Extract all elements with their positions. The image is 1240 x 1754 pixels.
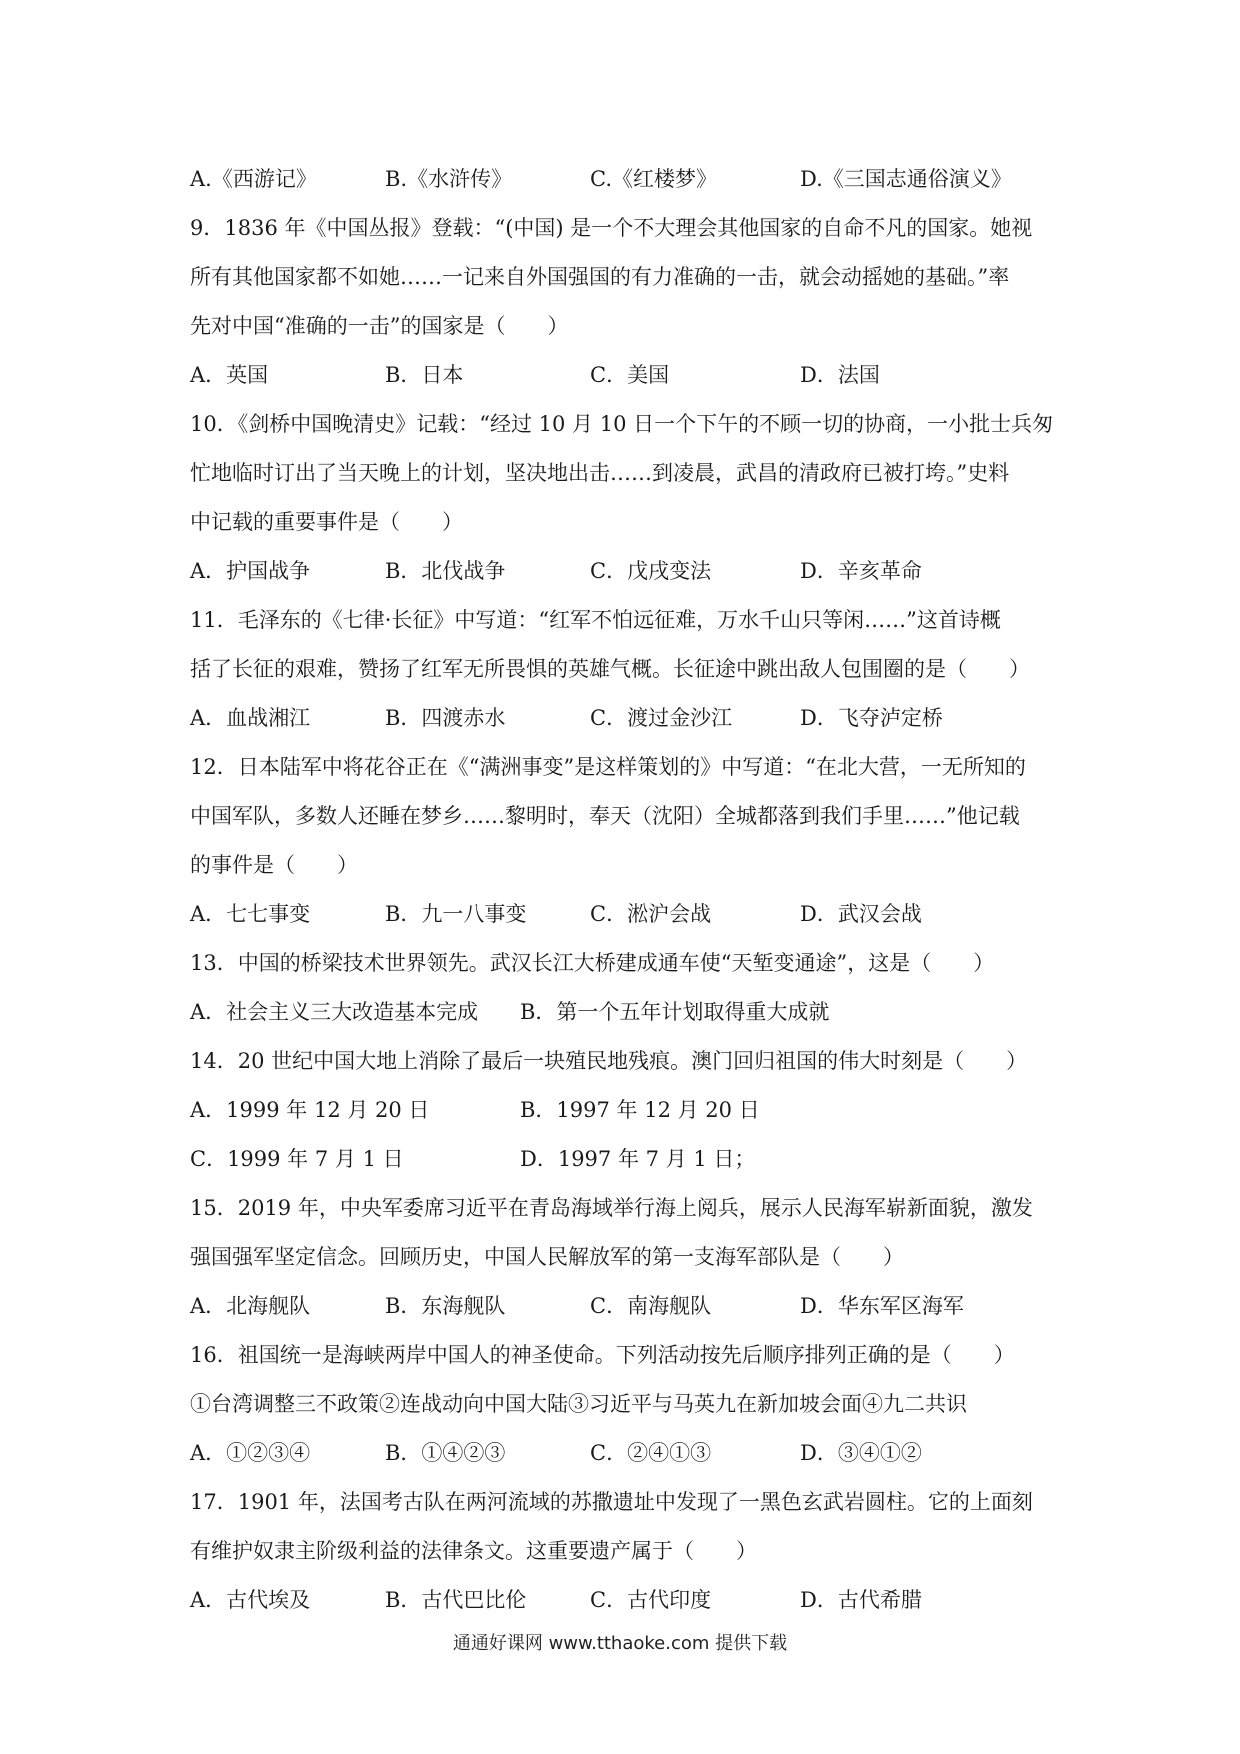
- q17-option-b: B．古代巴比伦: [385, 1588, 527, 1612]
- q8-options: [190, 155, 1060, 204]
- q14-option-c: C．1999 年 7 月 1 日: [190, 1147, 404, 1171]
- q10-option-c: C．戊戌变法: [590, 559, 712, 583]
- q12-option-c: C．淞沪会战: [590, 902, 712, 926]
- q12-option-b: B．九一八事变: [385, 902, 527, 926]
- q9-option-c: C．美国: [590, 363, 670, 387]
- q14-option-d: D．1997 年 7 月 1 日；: [520, 1147, 756, 1171]
- q10-option-a: A．护国战争: [190, 559, 311, 583]
- q9-option-a: A．英国: [190, 363, 269, 387]
- question-10: [190, 400, 1060, 596]
- q10-options: [190, 547, 1060, 596]
- q13-option-b: B．第一个五年计划取得重大成就: [520, 1000, 830, 1024]
- q8-option-b: B.《水浒传》: [385, 167, 513, 191]
- q15-option-d: D．华东军区海军: [800, 1294, 964, 1318]
- q13-stem-line: 13．中国的桥梁技术世界领先。武汉长江大桥建成通车使“天堑变通途”，这是（ ）: [190, 951, 995, 975]
- question-9: [190, 204, 1060, 400]
- q15-option-b: B．东海舰队: [385, 1294, 506, 1318]
- q16-option-a: A．①②③④: [190, 1441, 311, 1465]
- q9-stem-line: 先对中国“准确的一击”的国家是（ ）: [190, 314, 569, 338]
- question-14: [190, 1037, 1060, 1184]
- question-11: [190, 596, 1060, 743]
- q17-option-a: A．古代埃及: [190, 1588, 311, 1612]
- q15-options: [190, 1282, 1060, 1331]
- q14-options-row-2: [190, 1135, 1060, 1184]
- q9-stem-line: 所有其他国家都不如她……一记来自外国强国的有力准确的一击，就会动摇她的基础。”率: [190, 265, 1010, 289]
- q11-option-b: B．四渡赤水: [385, 706, 506, 730]
- q14-options-row-1: [190, 1086, 1060, 1135]
- q11-stem-line: 11．毛泽东的《七律·长征》中写道：“红军不怕远征难，万水千山只等闲……”这首诗概: [190, 608, 1001, 632]
- question-16: [190, 1331, 1060, 1478]
- question-12: [190, 743, 1060, 939]
- q12-option-d: D．武汉会战: [800, 902, 922, 926]
- q17-option-d: D．古代希腊: [800, 1588, 922, 1612]
- q10-stem-line: 忙地临时订出了当天晚上的计划，坚决地出击……到凌晨，武昌的清政府已被打垮。”史料: [190, 461, 1010, 485]
- q10-stem-line: 中记载的重要事件是（ ）: [190, 510, 463, 534]
- q11-option-a: A．血战湘江: [190, 706, 311, 730]
- q8-option-c: C.《红楼梦》: [590, 167, 717, 191]
- q12-option-a: A．七七事变: [190, 902, 311, 926]
- q16-stem-line: ①台湾调整三不政策②连战动向中国大陆③习近平与马英九在新加坡会面④九二共识: [190, 1392, 967, 1416]
- question-17: [190, 1478, 1060, 1625]
- q16-option-c: C．②④①③: [590, 1441, 712, 1465]
- question-15: [190, 1184, 1060, 1331]
- q8-option-d: D.《三国志通俗演义》: [800, 167, 1012, 191]
- q9-option-d: D．法国: [800, 363, 880, 387]
- q15-stem-line: 强国强军坚定信念。回顾历史，中国人民解放军的第一支海军部队是（ ）: [190, 1245, 904, 1269]
- q13-option-a: A．社会主义三大改造基本完成: [190, 1000, 479, 1024]
- q10-option-d: D．辛亥革命: [800, 559, 922, 583]
- q15-stem-line: 15．2019 年，中央军委席习近平在青岛海域举行海上阅兵，展示人民海军崭新面貌，激发: [190, 1196, 1033, 1220]
- q12-stem-line: 的事件是（ ）: [190, 853, 358, 877]
- q12-options: [190, 890, 1060, 939]
- q9-stem-line: 9．1836 年《中国丛报》登载：“(中国) 是一个不大理会其他国家的自命不凡的国家。她视: [190, 216, 1033, 240]
- q13-options: [190, 988, 1060, 1037]
- page-footer: 通通好课网 www.tthaoke.com 提供下载: [452, 1633, 788, 1654]
- q10-stem-line: 10．《剑桥中国晚清史》记载：“经过 10 月 10 日一个下午的不顾一切的协商，一小批士兵匆: [190, 412, 1054, 436]
- q11-option-c: C．渡过金沙江: [590, 706, 733, 730]
- q17-option-c: C．古代印度: [590, 1588, 712, 1612]
- q14-option-b: B．1997 年 12 月 20 日: [520, 1098, 760, 1122]
- q16-option-b: B．①④②③: [385, 1441, 506, 1465]
- q16-option-d: D．③④①②: [800, 1441, 922, 1465]
- q12-stem-line: 中国军队，多数人还睡在梦乡……黎明时，奉天（沈阳）全城都落到我们手里……”他记载: [190, 804, 1020, 828]
- q15-option-a: A．北海舰队: [190, 1294, 311, 1318]
- q16-options: [190, 1429, 1060, 1478]
- q9-options: [190, 351, 1060, 400]
- q15-option-c: C．南海舰队: [590, 1294, 712, 1318]
- q16-stem-line: 16．祖国统一是海峡两岸中国人的神圣使命。下列活动按先后顺序排列正确的是（ ）: [190, 1343, 1015, 1367]
- q10-option-b: B．北伐战争: [385, 559, 506, 583]
- q12-stem-line: 12．日本陆军中将花谷正在《“满洲事变”是这样策划的》中写道：“在北大营，一无所知的: [190, 755, 1026, 779]
- q11-options: [190, 694, 1060, 743]
- question-list: [190, 155, 1060, 1625]
- q17-stem-line: 有维护奴隶主阶级利益的法律条文。这重要遗产属于（ ）: [190, 1539, 757, 1563]
- q8-option-a: A.《西游记》: [190, 167, 317, 191]
- question-13: [190, 939, 1060, 1037]
- q9-option-b: B．日本: [385, 363, 464, 387]
- q17-stem-line: 17．1901 年，法国考古队在两河流域的苏撒遗址中发现了一黑色玄武岩圆柱。它的上面刻: [190, 1490, 1033, 1514]
- q17-options: [190, 1576, 1060, 1625]
- q14-stem-line: 14．20 世纪中国大地上消除了最后一块殖民地残痕。澳门回归祖国的伟大时刻是（ ）: [190, 1049, 1028, 1073]
- q11-stem-line: 括了长征的艰难，赞扬了红军无所畏惧的英雄气概。长征途中跳出敌人包围圈的是（ ）: [190, 657, 1030, 681]
- q14-option-a: A．1999 年 12 月 20 日: [190, 1098, 430, 1122]
- q11-option-d: D．飞夺泸定桥: [800, 706, 943, 730]
